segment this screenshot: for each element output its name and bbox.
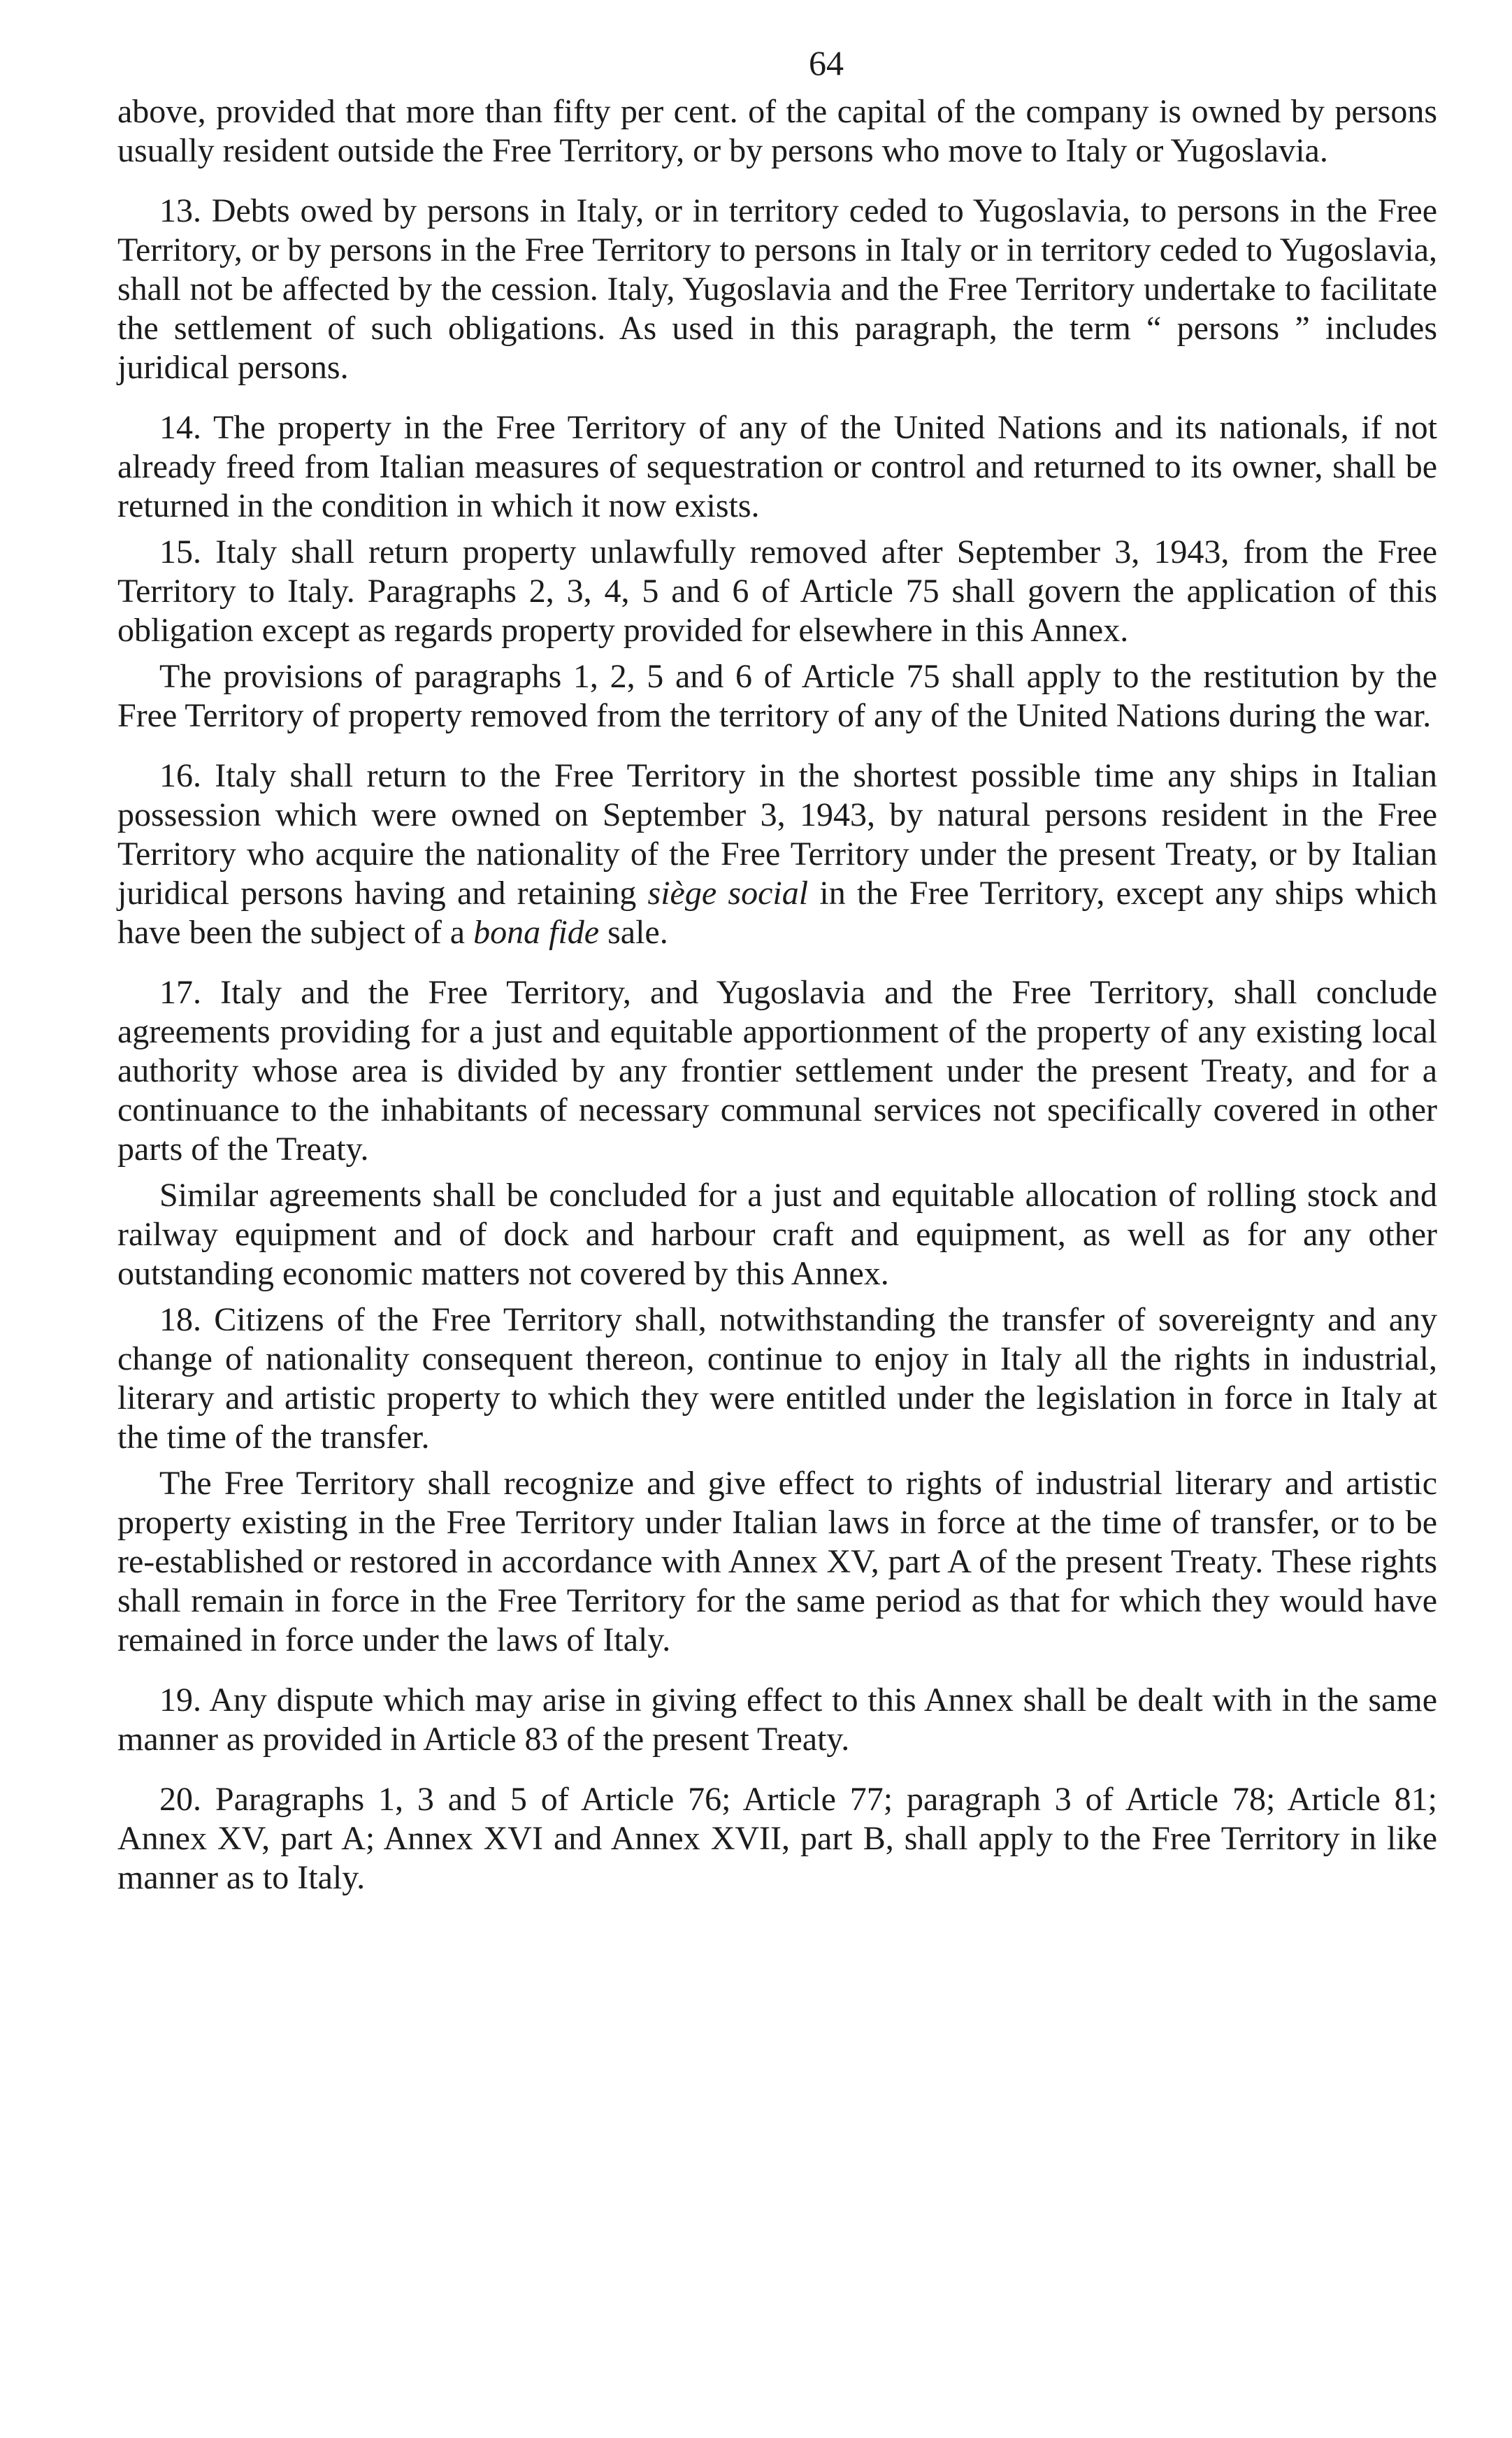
paragraph-16-text-after: sale. (599, 914, 668, 951)
paragraph-16-italic-bona-fide: bona fide (473, 914, 600, 951)
paragraph-16-text-before: 16. Italy shall return to the Free Territory in the shortest possible time any ships in Italian possession which were owned on September 3, 1943, by natural persons resident in the Free Territory who acquire the nationality of the Free Territory under the present Treaty, or by Italian juridical persons having and retaining (117, 757, 1437, 912)
paragraph-13: 13. Debts owed by persons in Italy, or in territory ceded to Yugoslavia, to persons in the Free Territory, or by persons in the Free Territory to persons in Italy or in territory ceded to Yugoslavia, shall not be affected by the cession. Italy, Yugoslavia and the Free Territory undertake to facilitate the settlement of such obligations. As used in this paragraph, the term “ persons ” includes juridical persons. (117, 192, 1437, 386)
paragraph-16-italic-siege-social: siège social (647, 875, 809, 912)
paragraph-15-continued: The provisions of paragraphs 1, 2, 5 and 6 of Article 75 shall apply to the restitution by the Free Territory of property removed from the territory of any of the United Nations during the war. (117, 658, 1437, 734)
paragraph-continuation: above, provided that more than fifty per cent. of the capital of the company is owned by persons usually resident outside the Free Territory, or by persons who move to Italy or Yugoslavia. (117, 93, 1437, 169)
paragraph-16 (117, 757, 1437, 952)
paragraph-16-text-middle: in the Free Territory, except any ships which have been the subject of a (117, 875, 1438, 951)
paragraph-20: 20. Paragraphs 1, 3 and 5 of Article 76; Article 77; paragraph 3 of Article 78; Article 81; Annex XV, part A; Annex XVI and Annex XVII, part B, shall apply to the Free Territory in like manner as to Italy. (117, 1781, 1437, 1896)
paragraph-18: 18. Citizens of the Free Territory shall, notwithstanding the transfer of sovereignty and any change of nationality consequent thereon, continue to enjoy in Italy all the rights in industrial, literary and artistic property to which they were entitled under the legislation in force in Italy at the time of the transfer. (117, 1301, 1437, 1456)
paragraph-15: 15. Italy shall return property unlawfully removed after September 3, 1943, from the Free Territory to Italy. Paragraphs 2, 3, 4, 5 and 6 of Article 75 shall govern the application of this obligation except as regards property provided for elsewhere in this Annex. (117, 533, 1437, 649)
paragraph-17-continued: Similar agreements shall be concluded for a just and equitable allocation of rolling stock and railway equipment and of dock and harbour craft and equipment, as well as for any other outstanding economic matters not covered by this Annex. (117, 1177, 1437, 1292)
paragraph-17: 17. Italy and the Free Territory, and Yugoslavia and the Free Territory, shall conclude agreements providing for a just and equitable apportionment of the property of any existing local authority whose area is divided by any frontier settlement under the present Treaty, and for a continuance to the inhabitants of necessary communal services not specifically covered in other parts of the Treaty. (117, 974, 1437, 1168)
paragraph-19: 19. Any dispute which may arise in giving effect to this Annex shall be dealt with in the same manner as provided in Article 83 of the present Treaty. (117, 1681, 1437, 1758)
document-page (117, 42, 1437, 1898)
paragraph-18-continued: The Free Territory shall recognize and give effect to rights of industrial literary and artistic property existing in the Free Territory under Italian laws in force at the time of transfer, or to be re-established or restored in accordance with Annex XV, part A of the present Treaty. These rights shall remain in force in the Free Territory for the same period as that for which they would have remained in force under the laws of Italy. (117, 1465, 1437, 1658)
paragraph-14: 14. The property in the Free Territory of any of the United Nations and its nationals, if not already freed from Italian measures of sequestration or control and returned to its owner, shall be returned in the condition in which it now exists. (117, 409, 1437, 524)
page-number: 64 (809, 43, 844, 83)
